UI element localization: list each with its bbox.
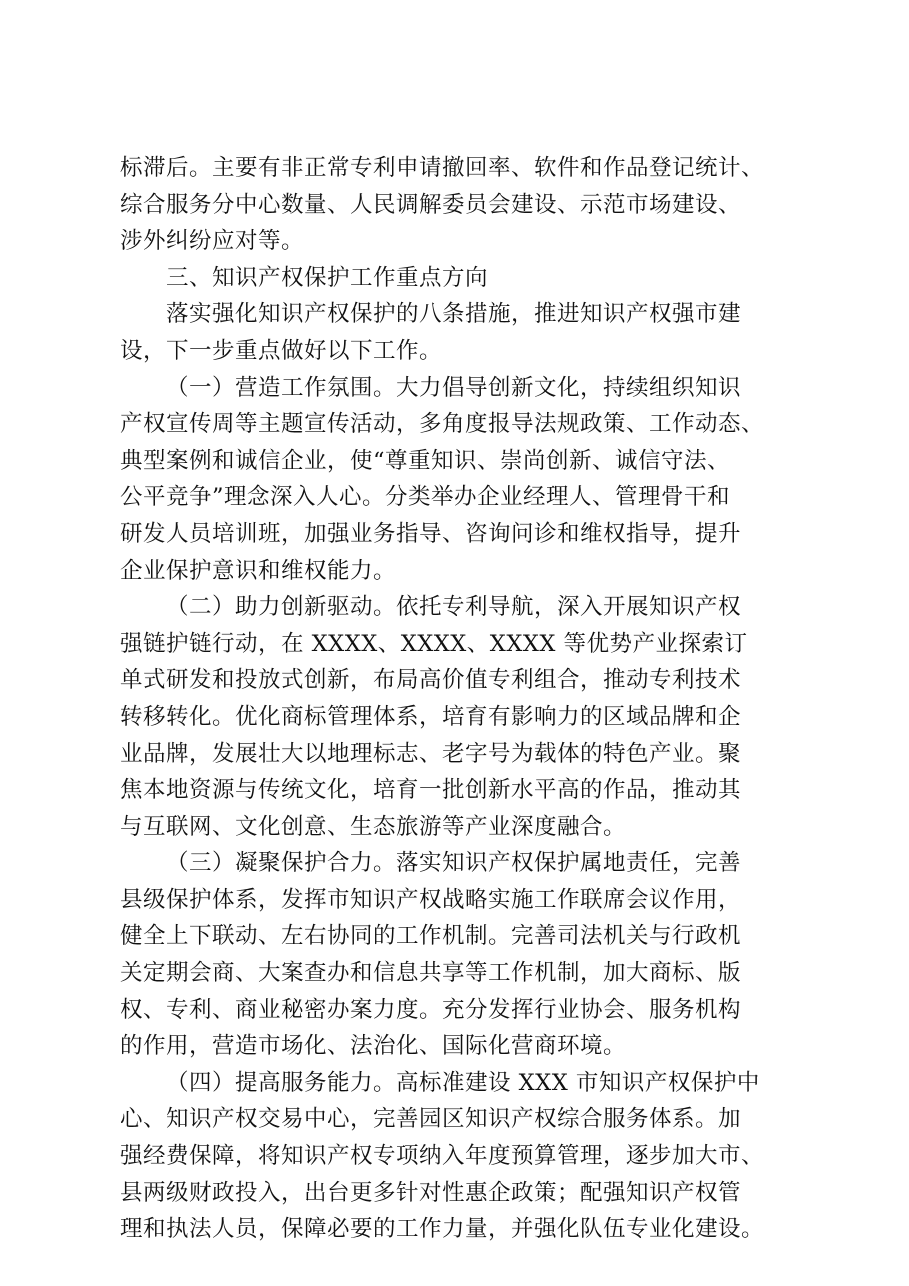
text-line: 心、知识产权交易中心，完善园区知识产权综合服务体系。加 xyxy=(120,1106,742,1133)
text-line: 理和执法人员，保障必要的工作力量，并强化队伍专业化建设。 xyxy=(120,1216,765,1243)
text-line: （四）提高服务能力。高标准建设 XXX 市知识产权保护中 xyxy=(166,1069,760,1096)
text-line: 关定期会商、大案查办和信息共享等工作机制，加大商标、版 xyxy=(120,960,742,987)
text-line: （二）助力创新驱动。依托专利导航，深入开展知识产权 xyxy=(166,594,742,621)
text-line: 产权宣传周等主题宣传活动，多角度报导法规政策、工作动态、 xyxy=(120,411,765,438)
text-line: 健全上下联动、左右协同的工作机制。完善司法机关与行政机 xyxy=(120,923,742,950)
text-line: 落实强化知识产权保护的八条措施，推进知识产权强市建 xyxy=(166,301,742,328)
text-line: 设，下一步重点做好以下工作。 xyxy=(120,337,443,364)
text-line: 焦本地资源与传统文化，培育一批创新水平高的作品，推动其 xyxy=(120,777,742,804)
text-line: 强链护链行动，在 XXXX、XXXX、XXXX 等优势产业探索订 xyxy=(120,630,748,657)
text-line: 县级保护体系，发挥市知识产权战略实施工作联席会议作用， xyxy=(120,886,742,913)
text-line: 的作用，营造市场化、法治化、国际化营商环境。 xyxy=(120,1033,627,1060)
text-line: 业品牌，发展壮大以地理标志、老字号为载体的特色产业。聚 xyxy=(120,740,742,767)
text-line: 权、专利、商业秘密办案力度。充分发挥行业协会、服务机构 xyxy=(120,996,742,1023)
section-heading: 三、知识产权保护工作重点方向 xyxy=(166,264,489,291)
text-line: 县两级财政投入，出台更多针对性惠企政策；配强知识产权管 xyxy=(120,1179,742,1206)
text-line: 企业保护意识和维权能力。 xyxy=(120,557,397,584)
text-line: 标滞后。主要有非正常专利申请撤回率、软件和作品登记统计、 xyxy=(120,155,765,181)
text-line: （一）营造工作氛围。大力倡导创新文化，持续组织知识 xyxy=(166,374,742,401)
text-line: 与互联网、文化创意、生态旅游等产业深度融合。 xyxy=(120,813,627,840)
text-line: 强经费保障，将知识产权专项纳入年度预算管理，逐步加大市、 xyxy=(120,1143,765,1170)
text-line: （三）凝聚保护合力。落实知识产权保护属地责任，完善 xyxy=(166,850,742,877)
text-line: 转移转化。优化商标管理体系，培育有影响力的区域品牌和企 xyxy=(120,703,742,730)
text-line: 研发人员培训班，加强业务指导、咨询问诊和维权指导，提升 xyxy=(120,520,742,547)
document-body xyxy=(120,150,800,1248)
text-line: 公平竞争”理念深入人心。分类举办企业经理人、管理骨干和 xyxy=(120,484,731,511)
text-line: 涉外纠纷应对等。 xyxy=(120,228,305,255)
text-line: 综合服务分中心数量、人民调解委员会建设、示范市场建设、 xyxy=(120,191,742,218)
text-line: 典型案例和诚信企业，使“尊重知识、崇尚创新、诚信守法、 xyxy=(120,447,731,474)
text-line: 单式研发和投放式创新，布局高价值专利组合，推动专利技术 xyxy=(120,667,742,694)
